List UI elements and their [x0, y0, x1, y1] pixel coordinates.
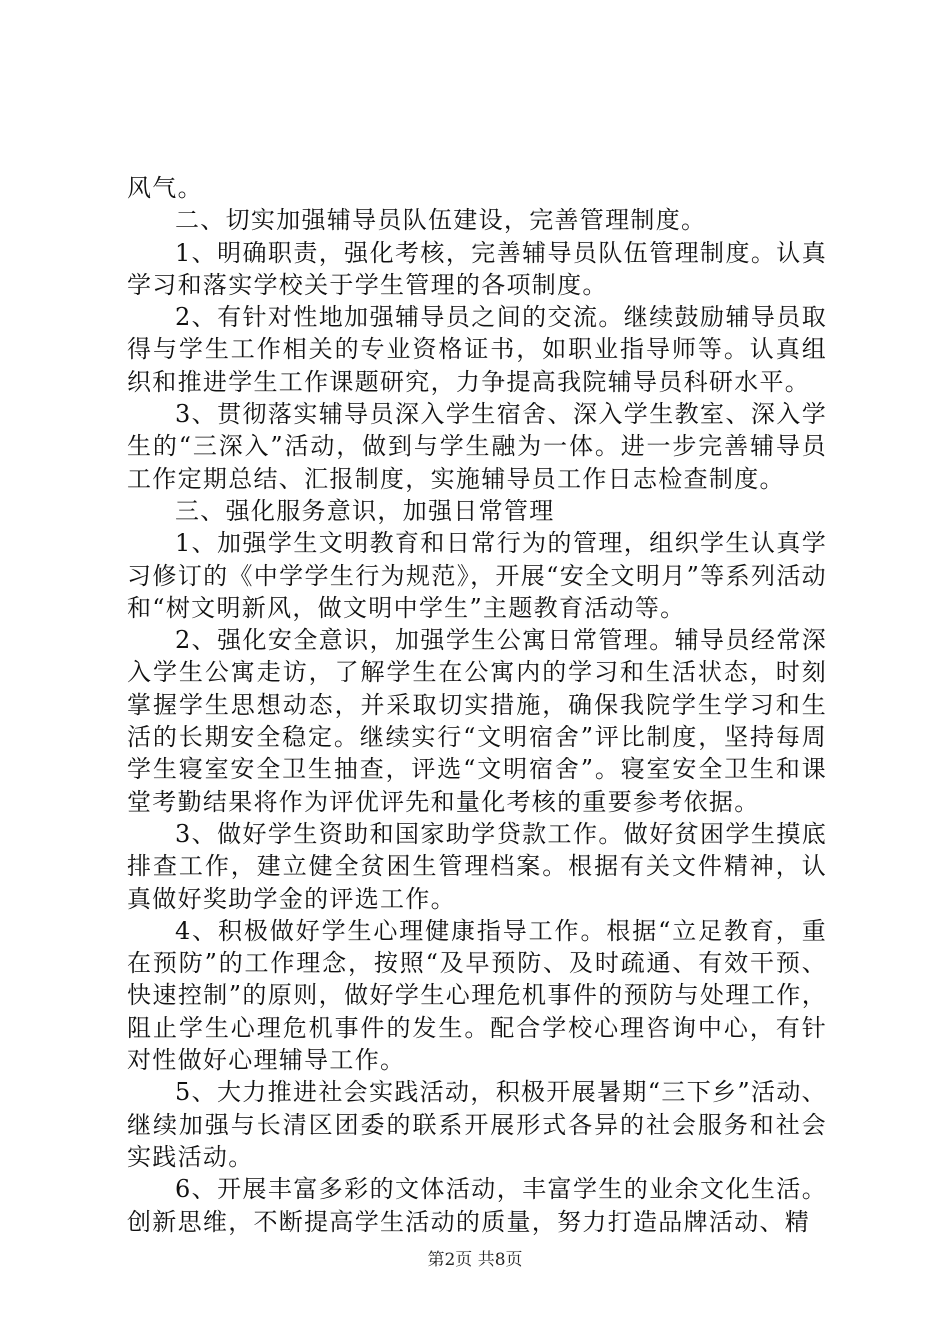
- paragraph: 2、强化安全意识，加强学生公寓日常管理。辅导员经常深入学生公寓走访，了解学生在公寓内的学习和生活状态，时刻掌握学生思想动态，并采取切实措施，确保我院学生学习和生活的长期安全稳定。继续实行“文明宿舍”评比制度，坚持每周学生寝室安全卫生抽查，评选“文明宿舍”。寝室安全卫生和课堂考勤结果将作为评优评先和量化考核的重要参考依据。: [127, 626, 827, 816]
- paragraph: 3、贯彻落实辅导员深入学生宿舍、深入学生教室、深入学生的“三深入”活动，做到与学生融为一体。进一步完善辅导员工作定期总结、汇报制度，实施辅导员工作日志检查制度。: [127, 400, 827, 493]
- paragraph: 5、大力推进社会实践活动，积极开展暑期“三下乡”活动、继续加强与长清区团委的联系开展形式各异的社会服务和社会实践活动。: [127, 1078, 827, 1171]
- paragraph: 3、做好学生资助和国家助学贷款工作。做好贫困学生摸底排查工作，建立健全贫困生管理档案。根据有关文件精神，认真做好奖助学金的评选工作。: [127, 819, 827, 913]
- paragraph: 1、明确职责，强化考核，完善辅导员队伍管理制度。认真学习和落实学校关于学生管理的各项制度。: [127, 238, 827, 299]
- paragraph: 2、有针对性地加强辅导员之间的交流。继续鼓励辅导员取得与学生工作相关的专业资格证书，如职业指导师等。认真组织和推进学生工作课题研究，力争提高我院辅导员科研水平。: [127, 303, 827, 396]
- paragraph: 6、开展丰富多彩的文体活动，丰富学生的业余文化生活。创新思维，不断提高学生活动的质量，努力打造品牌活动、精: [127, 1175, 827, 1236]
- section-heading: 三、强化服务意识，加强日常管理: [175, 496, 555, 525]
- paragraph: 4、积极做好学生心理健康指导工作。根据“立足教育，重在预防”的工作理念，按照“及早预防、及时疏通、有效干预、快速控制”的原则，做好学生心理危机事件的预防与处理工作，阻止学生心理危机事件的发生。配合学校心理咨询中心，有针对性做好心理辅导工作。: [127, 916, 827, 1075]
- page-number-footer: 第2页 共8页: [427, 1250, 523, 1270]
- document-body: [127, 172, 827, 1238]
- paragraph: 1、加强学生文明教育和日常行为的管理，组织学生认真学习修订的《中学学生行为规范》，开展“安全文明月”等系列活动和“树文明新风，做文明中学生”主题教育活动等。: [127, 529, 827, 622]
- section-heading: 二、切实加强辅导员队伍建设，完善管理制度。: [175, 206, 707, 235]
- paragraph: 风气。: [127, 174, 203, 202]
